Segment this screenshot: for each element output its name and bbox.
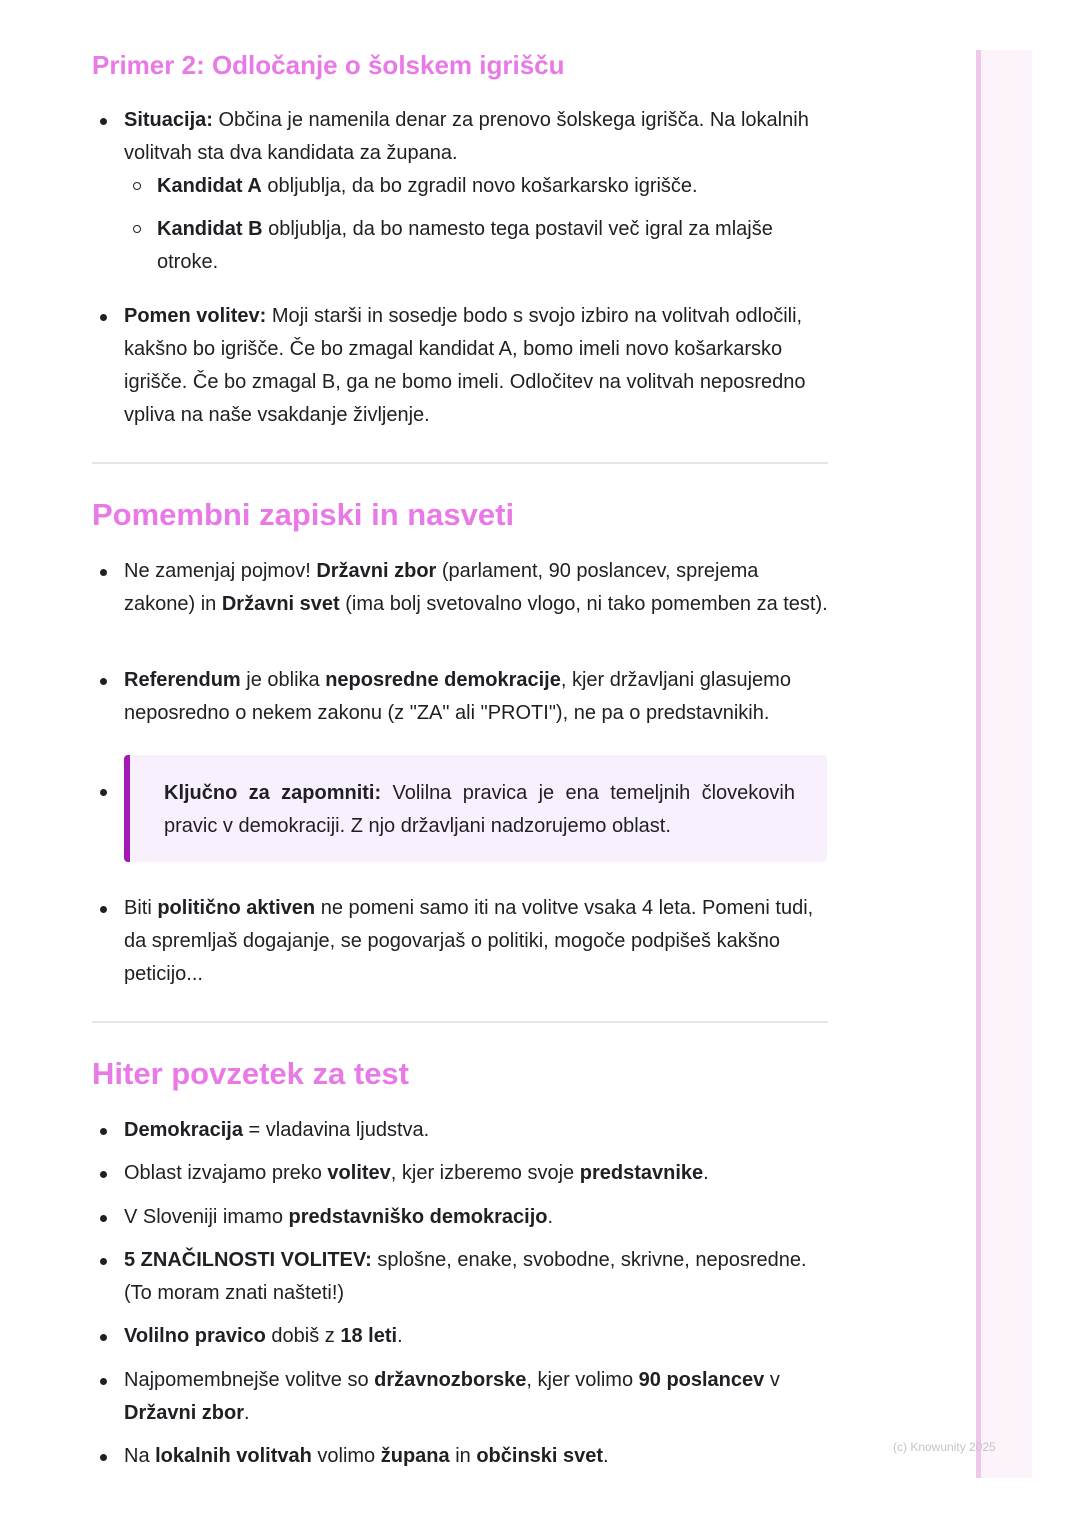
summary-text: v (764, 1369, 780, 1391)
summary-heading: Hiter povzetek za test (92, 1056, 409, 1091)
note-text: Ne zamenjaj pojmov! (124, 560, 317, 582)
bullet-icon (100, 1454, 107, 1461)
candidate-b-label: Kandidat B (157, 218, 263, 240)
summary-bold: predstavnike (579, 1162, 704, 1184)
notes-heading: Pomembni zapiski in nasveti (92, 497, 515, 532)
summary-bold: 90 poslancev (638, 1369, 765, 1391)
summary-text: , kjer izberemo svoje (390, 1162, 580, 1184)
meaning-label: Pomen volitev: (124, 305, 267, 327)
summary-bold: občinski svet (476, 1445, 604, 1467)
summary-text: volimo (311, 1445, 381, 1467)
list-item-meaning (124, 300, 828, 432)
list-item-political-activity (124, 892, 828, 991)
candidate-b-text: obljublja, da bo namesto tega postavil več igral za mlajše otroke. (157, 218, 773, 273)
bullet-icon (100, 1258, 107, 1265)
summary-bold: župana (380, 1445, 450, 1467)
list-item-terms (124, 555, 828, 621)
note-text: Biti (124, 897, 158, 919)
summary-item-characteristics (124, 1244, 828, 1310)
summary-bold: Volilno pravico (124, 1325, 266, 1347)
summary-text: splošne, enake, svobodne, skrivne, neposredne. (To moram znati našteti!) (124, 1249, 807, 1304)
summary-text: = vladavina ljudstva. (242, 1119, 430, 1141)
callout-label: Ključno za zapomniti: (164, 782, 382, 804)
summary-bold: 18 leti (340, 1325, 398, 1347)
note-bold: Referendum (124, 669, 241, 691)
bullet-icon (100, 1171, 107, 1178)
summary-bold: lokalnih volitvah (155, 1445, 312, 1467)
copyright-footer: (c) Knowunity 2025 (893, 1440, 996, 1454)
summary-text: . (603, 1445, 609, 1467)
bullet-icon (100, 569, 107, 576)
bullet-icon (100, 1334, 107, 1341)
bullet-icon (100, 118, 107, 125)
summary-text: . (547, 1206, 554, 1228)
summary-text: V Sloveniji imamo (124, 1206, 289, 1228)
note-text: je oblika (240, 669, 326, 691)
note-bold: neposredne demokracije (325, 669, 561, 691)
summary-bold: državnozborske (374, 1369, 527, 1391)
example-2-heading: Primer 2: Odločanje o šolskem igrišču (92, 50, 565, 80)
summary-item-democracy (124, 1114, 828, 1147)
summary-bold: predstavniško demokracijo (288, 1206, 548, 1228)
summary-text: . (397, 1325, 403, 1347)
key-point-callout (124, 755, 827, 862)
summary-text: . (244, 1402, 250, 1424)
summary-text: , kjer volimo (526, 1369, 639, 1391)
situation-label: Situacija: (124, 109, 213, 131)
note-bold: politično aktiven (157, 897, 316, 919)
section-divider (92, 462, 828, 464)
sub-item-candidate-a (157, 170, 829, 203)
note-text: ne pomeni samo iti na volitve vsaka 4 leta. Pomeni tudi, da spremljaš dogajanje, se pogovarjaš o politiki, mogoče podpišeš kakšno peticijo... (124, 897, 814, 985)
note-bold: Državni svet (221, 593, 340, 615)
summary-bold: Demokracija (124, 1119, 243, 1141)
summary-text: . (703, 1162, 709, 1184)
bullet-icon (100, 906, 107, 913)
summary-text: in (449, 1445, 477, 1467)
circle-bullet-icon (133, 225, 141, 233)
summary-bold: 5 ZNAČILNOSTI VOLITEV: (124, 1249, 372, 1271)
bullet-icon (100, 1215, 107, 1222)
summary-item-local-elections (124, 1440, 828, 1473)
list-item-referendum (124, 664, 828, 730)
summary-item-voting-age (124, 1320, 828, 1353)
summary-text: Na (124, 1445, 156, 1467)
summary-text: dobiš z (265, 1325, 341, 1347)
sub-item-candidate-b (157, 213, 829, 279)
bullet-icon (100, 789, 107, 796)
note-text: (ima bolj svetovalno vlogo, ni tako pomemben za test). (339, 593, 828, 615)
note-bold: Državni zbor (316, 560, 437, 582)
summary-item-national-elections (124, 1364, 828, 1430)
summary-text: Najpomembnejše volitve so (124, 1369, 375, 1391)
meaning-text: Moji starši in sosedje bodo s svojo izbiro na volitvah odločili, kakšno bo igrišče. Če bo zmagal kandidat A, bomo imeli novo košarkarsko igrišče. Če bo zmagal B, ga ne bomo imeli. Odločitev na volitvah neposredno vpliva na naše vsakdanje življenje. (124, 305, 806, 426)
candidate-a-text: obljublja, da bo zgradil novo košarkarsko igrišče. (261, 175, 698, 197)
list-item-situation (124, 104, 828, 170)
section-divider (92, 1021, 828, 1023)
circle-bullet-icon (133, 182, 141, 190)
summary-text: Oblast izvajamo preko (124, 1162, 328, 1184)
bullet-icon (100, 314, 107, 321)
candidate-a-label: Kandidat A (157, 175, 262, 197)
summary-item-elections (124, 1157, 828, 1190)
summary-bold: volitev (327, 1162, 391, 1184)
summary-bold: Državni zbor (124, 1402, 245, 1424)
page-side-decoration (976, 50, 1032, 1478)
bullet-icon (100, 1378, 107, 1385)
callout-text: Volilna pravica je ena temeljnih človekovih pravic v demokraciji. Z njo državljani nadzorujemo oblast. (164, 782, 795, 837)
note-text: , kjer državljani glasujemo neposredno o nekem zakonu (z "ZA" ali "PROTI"), ne pa o predstavnikih. (124, 669, 791, 724)
note-text: (parlament, 90 poslancev, sprejema zakone) in (124, 560, 759, 615)
bullet-icon (100, 1128, 107, 1135)
summary-item-representative (124, 1201, 828, 1234)
bullet-icon (100, 678, 107, 685)
situation-text: Občina je namenila denar za prenovo šolskega igrišča. Na lokalnih volitvah sta dva kandidata za župana. (124, 109, 809, 164)
